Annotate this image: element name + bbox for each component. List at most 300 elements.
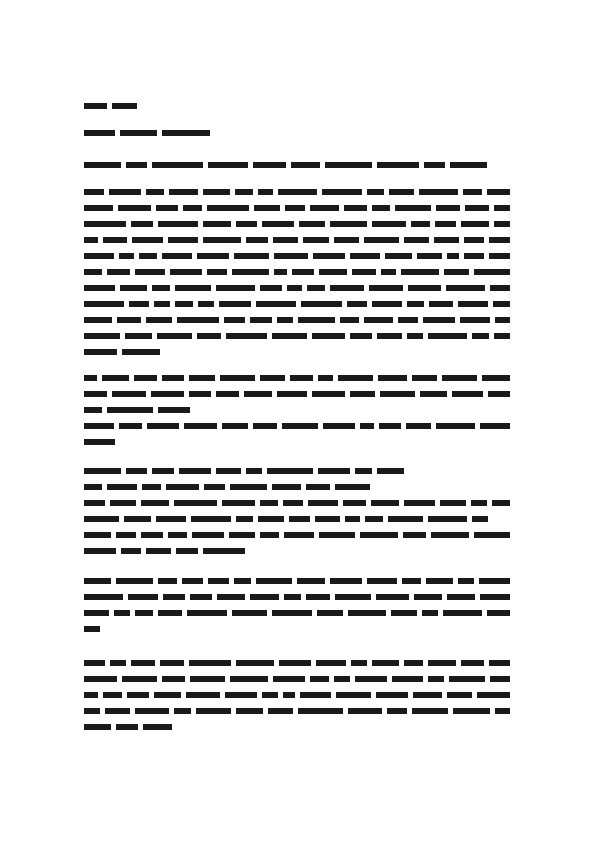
redacted-word <box>175 285 211 291</box>
text-line <box>84 189 510 195</box>
redacted-word <box>216 468 241 474</box>
redacted-word <box>168 237 198 243</box>
redacted-word <box>146 548 171 554</box>
redacted-word <box>283 692 295 698</box>
redacted-word <box>230 676 268 682</box>
redacted-word <box>142 484 161 490</box>
redacted-word <box>312 391 345 397</box>
redacted-word <box>260 285 282 291</box>
redacted-word <box>482 375 510 381</box>
redacted-word <box>250 317 272 323</box>
redacted-word <box>464 253 484 259</box>
redacted-word <box>372 660 399 666</box>
redacted-word <box>162 676 185 682</box>
text-line <box>84 484 370 490</box>
redacted-word <box>177 317 219 323</box>
redacted-word <box>189 375 215 381</box>
redacted-word <box>224 317 245 323</box>
redacted-word <box>84 317 112 323</box>
redacted-word <box>315 516 340 522</box>
redacted-word <box>318 468 350 474</box>
redacted-word <box>84 708 100 714</box>
redacted-word <box>388 516 423 522</box>
redacted-word <box>151 391 184 397</box>
redacted-word <box>480 594 510 600</box>
redacted-word <box>184 423 217 429</box>
redacted-word <box>450 162 487 168</box>
redacted-word <box>84 548 116 554</box>
text-line <box>84 285 510 291</box>
redacted-word <box>372 301 402 307</box>
redacted-word <box>408 285 441 291</box>
redacted-word <box>338 375 373 381</box>
redacted-word <box>458 301 488 307</box>
redacted-word <box>203 221 231 227</box>
redacted-word <box>84 484 102 490</box>
redacted-word <box>112 391 146 397</box>
redacted-word <box>335 484 370 490</box>
redacted-word <box>175 301 193 307</box>
redacted-word <box>334 237 359 243</box>
redacted-word <box>156 205 178 211</box>
redacted-word <box>84 500 105 506</box>
redacted-word <box>330 578 362 584</box>
redacted-word <box>278 189 317 195</box>
redacted-word <box>84 333 120 339</box>
redacted-word <box>284 532 314 538</box>
text-line <box>84 516 488 522</box>
redacted-word <box>494 221 510 227</box>
redacted-word <box>258 189 273 195</box>
redacted-word <box>453 708 490 714</box>
redacted-word <box>474 532 510 538</box>
redacted-word <box>272 484 301 490</box>
redacted-word <box>355 676 387 682</box>
redacted-word <box>464 237 484 243</box>
redacted-word <box>220 375 255 381</box>
redacted-word <box>350 391 375 397</box>
redacted-word <box>392 676 423 682</box>
redacted-word <box>335 594 371 600</box>
redacted-word <box>162 253 192 259</box>
redacted-word <box>419 189 458 195</box>
redacted-word <box>190 676 225 682</box>
redacted-word <box>474 269 510 275</box>
redacted-word <box>298 317 335 323</box>
text-line <box>84 626 100 632</box>
redacted-word <box>84 205 113 211</box>
redacted-word <box>283 500 303 506</box>
redacted-word <box>105 708 130 714</box>
redacted-word <box>216 391 239 397</box>
redacted-word <box>152 162 203 168</box>
redacted-word <box>141 500 169 506</box>
redacted-word <box>431 532 469 538</box>
redacted-word <box>291 162 320 168</box>
redacted-word <box>198 301 214 307</box>
redacted-word <box>84 349 117 355</box>
redacted-word <box>107 269 130 275</box>
redacted-word <box>222 423 248 429</box>
redacted-word <box>230 484 267 490</box>
redacted-word <box>364 237 399 243</box>
redacted-word <box>135 610 153 616</box>
redacted-word <box>372 221 406 227</box>
redacted-word <box>84 221 126 227</box>
redacted-word <box>84 578 111 584</box>
redacted-word <box>236 660 274 666</box>
redacted-word <box>84 130 115 136</box>
redacted-word <box>208 578 229 584</box>
redacted-word <box>449 676 485 682</box>
redacted-word <box>253 423 277 429</box>
redacted-word <box>189 660 231 666</box>
redacted-word <box>381 269 396 275</box>
redacted-word <box>435 221 456 227</box>
redacted-word <box>84 189 104 195</box>
redacted-word <box>412 375 437 381</box>
redacted-word <box>428 516 467 522</box>
redacted-word <box>141 532 163 538</box>
redacted-word <box>298 708 343 714</box>
redacted-word <box>192 532 224 538</box>
redacted-word <box>183 205 202 211</box>
redacted-word <box>334 676 350 682</box>
redacted-word <box>253 162 286 168</box>
redacted-word <box>84 285 115 291</box>
redacted-word <box>196 708 231 714</box>
redacted-word <box>360 423 374 429</box>
redacted-word <box>162 130 210 136</box>
text-line <box>84 317 510 323</box>
redacted-word <box>116 724 138 730</box>
redacted-word <box>404 500 435 506</box>
text-line <box>84 253 510 259</box>
redacted-word <box>385 253 412 259</box>
redacted-word <box>310 676 329 682</box>
redacted-word <box>219 301 251 307</box>
redacted-word <box>371 500 399 506</box>
redacted-word <box>107 407 153 413</box>
redacted-word <box>300 692 331 698</box>
redacted-word <box>207 205 249 211</box>
redacted-word <box>282 423 318 429</box>
redacted-word <box>254 205 280 211</box>
redacted-word <box>163 594 185 600</box>
redacted-word <box>494 333 510 339</box>
redacted-word <box>472 333 489 339</box>
redacted-word <box>477 692 510 698</box>
redacted-word <box>84 626 100 632</box>
text-line <box>84 205 510 211</box>
redacted-word <box>110 500 136 506</box>
redacted-word <box>154 692 181 698</box>
redacted-word <box>344 205 367 211</box>
redacted-word <box>102 375 129 381</box>
redacted-word <box>260 532 279 538</box>
redacted-word <box>398 317 418 323</box>
redacted-word <box>424 162 445 168</box>
redacted-word <box>84 439 115 445</box>
redacted-word <box>256 301 296 307</box>
redacted-word <box>84 676 117 682</box>
redacted-word <box>246 468 262 474</box>
text-line <box>84 439 115 445</box>
redacted-word <box>84 407 102 413</box>
redacted-word <box>120 130 157 136</box>
redacted-word <box>124 516 151 522</box>
redacted-word <box>443 610 482 616</box>
redacted-word <box>494 205 510 211</box>
redacted-word <box>126 468 147 474</box>
redacted-word <box>272 333 307 339</box>
redacted-word <box>377 468 404 474</box>
redacted-word <box>367 189 384 195</box>
redacted-word <box>417 253 442 259</box>
redacted-word <box>186 692 220 698</box>
redacted-word <box>318 375 333 381</box>
redacted-word <box>191 516 231 522</box>
redacted-word <box>268 708 293 714</box>
redacted-word <box>229 532 255 538</box>
redacted-word <box>330 221 367 227</box>
redacted-word <box>274 253 308 259</box>
redacted-word <box>378 375 407 381</box>
redacted-word <box>316 660 346 666</box>
text-line <box>84 407 190 413</box>
redacted-word <box>310 205 339 211</box>
redacted-word <box>428 333 467 339</box>
redacted-word <box>312 333 345 339</box>
redacted-word <box>404 237 429 243</box>
redacted-word <box>297 578 325 584</box>
redacted-word <box>121 548 141 554</box>
redacted-word <box>377 333 402 339</box>
redacted-word <box>277 317 293 323</box>
redacted-word <box>84 660 105 666</box>
text-line <box>84 692 510 698</box>
redacted-word <box>406 423 431 429</box>
redacted-word <box>372 205 390 211</box>
redacted-word <box>156 516 186 522</box>
redacted-word <box>166 484 199 490</box>
redacted-word <box>116 578 153 584</box>
redacted-word <box>84 269 102 275</box>
redacted-word <box>461 660 484 666</box>
redacted-word <box>122 676 157 682</box>
redacted-word <box>234 253 269 259</box>
redacted-word <box>308 500 338 506</box>
text-line <box>84 301 510 307</box>
redacted-word <box>274 269 287 275</box>
redacted-word <box>301 301 342 307</box>
redacted-word <box>158 407 190 413</box>
redacted-word <box>319 532 355 538</box>
redacted-word <box>236 516 253 522</box>
redacted-word <box>139 253 157 259</box>
redacted-word <box>152 468 174 474</box>
redacted-word <box>187 610 227 616</box>
redacted-word <box>203 548 245 554</box>
redacted-word <box>463 189 482 195</box>
redacted-word <box>447 253 459 259</box>
redacted-word <box>277 391 307 397</box>
redacted-word <box>158 578 177 584</box>
redacted-word <box>203 189 230 195</box>
redacted-word <box>377 162 419 168</box>
redacted-word <box>84 532 111 538</box>
redacted-word <box>169 189 198 195</box>
redacted-word <box>154 301 170 307</box>
redacted-word <box>143 724 172 730</box>
text-line <box>84 594 510 600</box>
redacted-word <box>146 317 172 323</box>
redacted-word <box>84 375 97 381</box>
redacted-word <box>260 375 285 381</box>
text-line <box>84 349 160 355</box>
redacted-word <box>365 516 383 522</box>
redacted-word <box>360 532 398 538</box>
redacted-word <box>84 468 121 474</box>
redacted-word <box>84 103 107 109</box>
redacted-word <box>436 423 475 429</box>
redacted-word <box>147 423 179 429</box>
redacted-word <box>429 301 453 307</box>
redacted-word <box>489 237 510 243</box>
redacted-word <box>447 692 472 698</box>
redacted-word <box>287 285 302 291</box>
redacted-word <box>319 269 347 275</box>
redacted-word <box>84 692 98 698</box>
redacted-word <box>84 162 121 168</box>
redacted-word <box>170 269 202 275</box>
redacted-word <box>197 253 229 259</box>
redacted-word <box>420 391 447 397</box>
redacted-word <box>306 484 330 490</box>
redacted-word <box>207 269 227 275</box>
redacted-word <box>465 205 489 211</box>
redacted-word <box>262 221 294 227</box>
redacted-word <box>472 516 488 522</box>
redacted-word <box>116 532 136 538</box>
text-line <box>84 423 510 429</box>
redacted-word <box>387 708 407 714</box>
redacted-word <box>135 269 165 275</box>
text-line <box>84 391 510 397</box>
redacted-word <box>182 578 203 584</box>
redacted-word <box>402 578 421 584</box>
redacted-word <box>423 317 455 323</box>
redacted-word <box>434 237 459 243</box>
redacted-word <box>117 317 141 323</box>
redacted-word <box>290 375 313 381</box>
redacted-word <box>216 285 255 291</box>
redacted-word <box>487 610 510 616</box>
redacted-word <box>208 162 248 168</box>
redacted-word <box>411 221 430 227</box>
redacted-word <box>444 269 469 275</box>
redacted-word <box>412 708 448 714</box>
redacted-word <box>336 692 371 698</box>
redacted-word <box>119 423 142 429</box>
redacted-word <box>232 610 267 616</box>
redacted-word <box>487 189 510 195</box>
redacted-word <box>84 237 98 243</box>
redacted-word <box>447 594 475 600</box>
redacted-word <box>391 610 417 616</box>
redacted-word <box>303 237 329 243</box>
redacted-word <box>236 221 257 227</box>
redacted-word <box>289 516 310 522</box>
redacted-word <box>440 500 466 506</box>
redacted-word <box>160 660 184 666</box>
text-line <box>84 237 510 243</box>
redacted-word <box>495 317 510 323</box>
redacted-word <box>126 162 147 168</box>
redacted-word <box>135 708 169 714</box>
redacted-word <box>204 484 225 490</box>
redacted-word <box>179 468 211 474</box>
redacted-word <box>84 301 124 307</box>
redacted-word <box>285 205 305 211</box>
redacted-word <box>322 189 362 195</box>
redacted-word <box>128 594 158 600</box>
text-line <box>84 130 210 136</box>
redacted-word <box>146 189 164 195</box>
redacted-word <box>174 708 191 714</box>
redacted-word <box>495 708 510 714</box>
redacted-word <box>380 391 415 397</box>
redacted-word <box>446 285 485 291</box>
text-line <box>84 532 510 538</box>
redacted-word <box>345 516 360 522</box>
redacted-word <box>84 610 109 616</box>
redacted-word <box>352 269 376 275</box>
redacted-word <box>426 578 453 584</box>
redacted-word <box>129 301 149 307</box>
redacted-word <box>369 285 403 291</box>
redacted-word <box>413 692 442 698</box>
redacted-word <box>246 237 268 243</box>
redacted-word <box>131 221 153 227</box>
redacted-word <box>176 548 198 554</box>
redacted-word <box>489 660 510 666</box>
redacted-word <box>452 391 483 397</box>
redacted-word <box>348 610 386 616</box>
redacted-word <box>404 660 423 666</box>
redacted-word <box>256 578 292 584</box>
redacted-word <box>131 660 155 666</box>
redacted-word <box>103 692 122 698</box>
redacted-word <box>125 333 152 339</box>
redacted-word <box>152 285 170 291</box>
text-line <box>84 660 510 666</box>
text-line <box>84 578 510 584</box>
redacted-word <box>132 237 163 243</box>
redacted-word <box>460 317 490 323</box>
redacted-word <box>325 162 372 168</box>
redacted-word <box>189 391 211 397</box>
redacted-word <box>244 391 272 397</box>
redacted-word <box>109 189 141 195</box>
redacted-word <box>492 500 510 506</box>
redacted-word <box>407 301 424 307</box>
text-line <box>84 375 510 381</box>
redacted-word <box>134 375 157 381</box>
redacted-word <box>114 610 130 616</box>
redacted-word <box>112 103 137 109</box>
redacted-word <box>389 189 414 195</box>
